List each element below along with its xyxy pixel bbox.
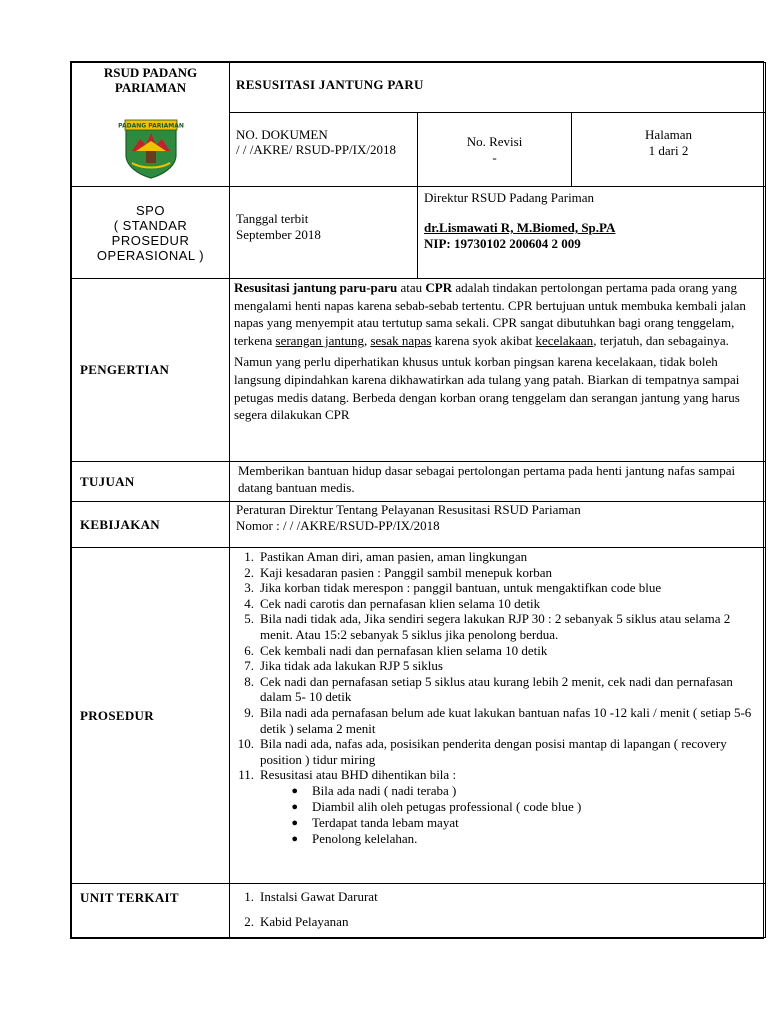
unit-content [230, 884, 766, 938]
pengertian-paragraph-1 [234, 279, 759, 349]
stop-condition [230, 799, 765, 815]
revision-cell [418, 113, 572, 187]
step-text: Pastikan Aman diri, aman pasien, aman lingkungan [260, 549, 528, 564]
term-cpr: CPR [425, 280, 453, 295]
term-resusitasi: Resusitasi jantung paru-paru [234, 280, 398, 295]
issue-date-cell [230, 187, 418, 279]
step-text: Jika tidak ada lakukan RJP 5 siklus [260, 658, 443, 674]
procedure-step [230, 736, 759, 767]
prosedur-label-cell [72, 548, 230, 884]
stop-condition [230, 783, 765, 799]
unit-list [230, 884, 765, 929]
hospital-logo [117, 117, 184, 179]
kebijakan-label: KEBIJAKAN [80, 516, 160, 532]
kebijakan-line-1: Peraturan Direktur Tentang Pelayanan Resusitasi RSUD Pariaman [236, 502, 581, 517]
kebijakan-content [230, 502, 766, 548]
page-value: 1 dari 2 [648, 142, 689, 158]
step-text: Bila nadi ada, nafas ada, posisikan penderita dengan posisi mantap di lapangan ( recovery position ) tidur miring [260, 736, 727, 767]
procedure-step [230, 767, 759, 783]
step-number: 9. [244, 704, 254, 720]
text-span: karena syok akibat [431, 332, 536, 348]
step-number: 4. [244, 595, 254, 611]
procedure-step [230, 658, 759, 674]
procedure-step [230, 580, 759, 596]
revision-label: No. Revisi [466, 133, 523, 149]
prosedur-content [230, 548, 766, 884]
spo-label-cell [72, 187, 230, 279]
stop-condition [230, 831, 765, 847]
kebijakan-label-cell [72, 502, 230, 548]
unit-label: UNIT TERKAIT [80, 890, 179, 905]
pengertian-content [230, 279, 766, 462]
kebijakan-line-2: Nomor : / / /AKRE/RSUD-PP/IX/2018 [236, 518, 440, 533]
procedure-step [230, 596, 759, 612]
stop-condition-text: Penolong kelelahan. [312, 830, 418, 846]
prosedur-steps [230, 549, 765, 783]
step-number: 5. [244, 611, 254, 627]
bullet-icon: ● [291, 832, 298, 845]
pengertian-paragraph-2: Namun yang perlu diperhatikan khusus untuk korban pingsan karena kecelakaan, tidak boleh langsung dipindahkan karena dikhawatirkan ada tulang yang patah. Biarkan di tempatnya sampai petugas medis datang. Berbeda dengan korban orang tenggelam dan serangan jantung yang harus segera dilakukan CPR [234, 354, 740, 423]
bullet-icon: ● [291, 816, 298, 829]
director-title: Direktur RSUD Padang Pariman [424, 190, 595, 205]
director-cell [418, 187, 766, 279]
step-number: 7. [244, 658, 254, 674]
bullet-icon: ● [291, 784, 298, 797]
pengertian-label: PENGERTIAN [80, 362, 170, 377]
step-text: Cek nadi carotis dan pernafasan klien selama 10 detik [260, 595, 541, 611]
link-sesak-napas: sesak napas [370, 332, 432, 348]
step-number: 6. [244, 642, 254, 658]
stop-condition-text: Diambil alih oleh petugas professional ( code blue ) [312, 798, 582, 814]
step-number: 8. [244, 673, 254, 689]
page-label: Halaman [645, 126, 692, 142]
text-span: , terjatuh, dan sebagainya. [593, 332, 729, 348]
bullet-icon: ● [291, 800, 298, 813]
step-text: Kaji kesadaran pasien : Panggil sambil menepuk korban [260, 564, 553, 580]
logo-banner-text: PADANG PARIAMAN [117, 122, 184, 130]
text-span: atau [397, 280, 426, 295]
spo-label-full: ( STANDAR PROSEDUR OPERASIONAL ) [96, 217, 205, 263]
stop-condition-text: Bila ada nadi ( nadi teraba ) [312, 782, 457, 798]
director-nip: NIP: 19730102 200604 2 009 [424, 236, 581, 251]
procedure-step [230, 643, 759, 659]
tujuan-text: Memberikan bantuan hidup dasar sebagai pertolongan pertama pada henti jantung nafas sampai datang bantuan medis. [238, 463, 736, 495]
prosedur-label: PROSEDUR [80, 707, 154, 723]
link-kecelakaan: kecelakaan [535, 332, 594, 348]
text-span: , [363, 332, 371, 348]
title-cell [230, 63, 766, 113]
step-number: 2. [244, 913, 254, 929]
tujuan-label-cell [72, 462, 230, 502]
doc-no-label: NO. DOKUMEN [236, 127, 328, 142]
spo-table [71, 62, 766, 938]
procedure-step [230, 565, 759, 581]
text-span: adalah tindakan pertolongan pertama pada orang yang mengalami henti napas karena sebab-sebab tertentu. CPR bertujuan untuk membuka kembali jalan napas yang menyempit atau tertutup sama sekali. CPR sangat dibutuhkan bagi orang tenggelam, terkena [234, 280, 746, 348]
procedure-step [230, 549, 759, 565]
unit-item [230, 914, 759, 930]
document-title: RESUSITASI JANTUNG PARU [236, 76, 424, 92]
stop-condition-text: Terdapat tanda lebam mayat [312, 814, 459, 830]
step-number: 10. [237, 736, 254, 752]
doc-no-value: / / /AKRE/ RSUD-PP/IX/2018 [236, 142, 396, 157]
step-number: 11. [238, 767, 254, 783]
step-number: 3. [244, 580, 254, 596]
step-text: Resusitasi atau BHD dihentikan bila : [260, 767, 457, 783]
tujuan-content [230, 462, 766, 502]
prosedur-stop-conditions [230, 783, 765, 847]
step-number: 1. [244, 889, 254, 904]
procedure-step [230, 705, 759, 736]
padang-pariaman-crest-icon [117, 117, 184, 179]
pengertian-label-cell [72, 279, 230, 462]
step-number: 2. [244, 564, 254, 580]
director-name: dr.Lismawati R, M.Biomed, Sp.PA [424, 220, 616, 235]
step-text: Jika korban tidak merespon : panggil bantuan, untuk mengaktifkan code blue [260, 580, 662, 596]
link-serangan-jantung: serangan jantung [275, 332, 364, 348]
procedure-step [230, 674, 759, 705]
step-text: Kabid Pelayanan [260, 913, 349, 929]
step-text: Bila nadi tidak ada, Jika sendiri segera lakukan RJP 30 : 2 sebanyak 5 siklus atau selama 2 menit. Atau 15:2 sebanyak 5 siklus jika penolong berdua. [260, 611, 731, 642]
step-text: Bila nadi ada pernafasan belum ade kuat lakukan bantuan nafas 10 -12 kali / menit ( setiap 5-6 detik ) selama 2 menit [260, 704, 752, 736]
stop-condition [230, 815, 765, 831]
spo-label: SPO [136, 202, 165, 218]
page-cell [572, 113, 766, 187]
issue-date: September 2018 [236, 227, 321, 242]
hospital-name: RSUD PADANG PARIAMAN [103, 65, 198, 95]
issue-label: Tanggal terbit [236, 211, 309, 226]
step-text: Cek kembali nadi dan pernafasan klien selama 10 detik [260, 642, 548, 658]
spo-document [70, 61, 764, 939]
revision-value: - [492, 149, 497, 165]
hospital-cell [72, 63, 230, 187]
step-text: Cek nadi dan pernafasan setiap 5 siklus atau kurang lebih 2 menit, cek nadi dan pernafasan dalam 5- 10 detik [260, 673, 733, 705]
unit-item [230, 889, 759, 905]
unit-label-cell [72, 884, 230, 938]
step-number: 1. [244, 549, 254, 564]
procedure-step [230, 611, 759, 642]
tujuan-label: TUJUAN [80, 473, 135, 489]
step-text: Instalsi Gawat Darurat [260, 889, 378, 904]
doc-no-cell [230, 113, 418, 187]
